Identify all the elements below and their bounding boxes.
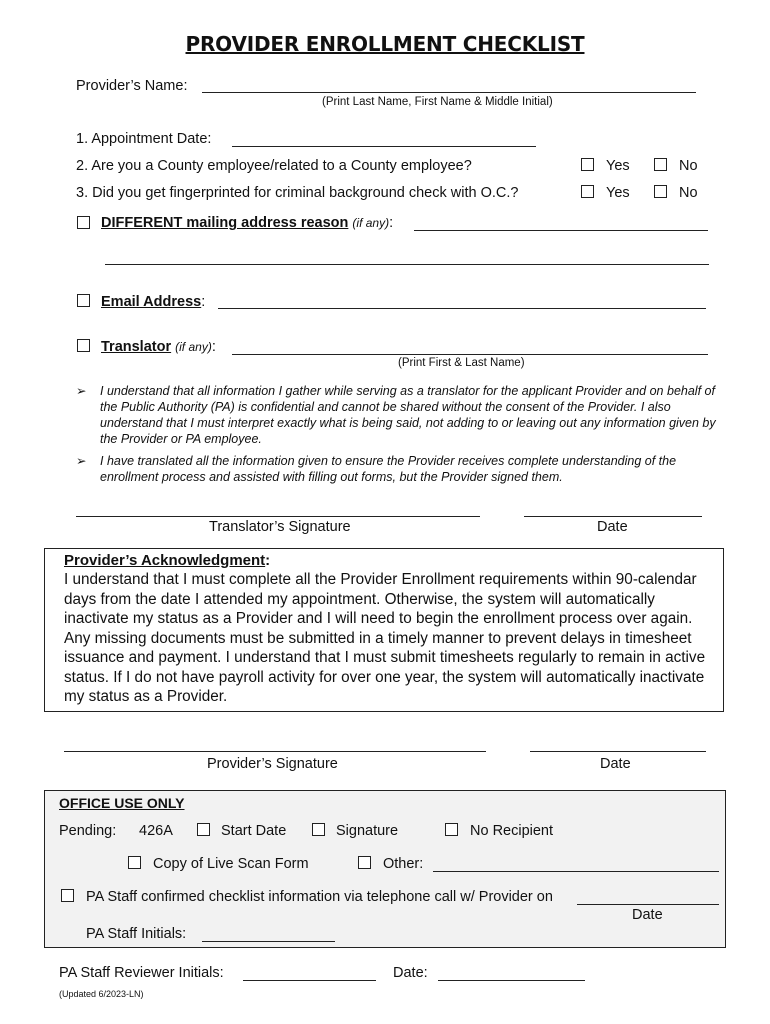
start-date-checkbox[interactable] — [197, 823, 210, 836]
acknowledgment-heading: Provider’s Acknowledgment: — [64, 552, 271, 569]
pa-confirm-label: PA Staff confirmed checklist information via telephone call w/ Provider on — [86, 889, 553, 905]
county-employee-no-label: No — [679, 158, 698, 174]
fingerprint-yes-label: Yes — [606, 185, 630, 201]
translator-statement-1: ➢ I understand that all information I gather while serving as a translator for the applicant Provider and on behalf of the Public Authority (PA) is confidential and cannot be shared without the consent of the Provider. I also understand that I must interpret exactly what is being said, not adding to or leaving out any information given by the Provider or PA employee. — [76, 384, 716, 446]
email-checkbox[interactable] — [77, 294, 90, 307]
form-426a-label: 426A — [139, 823, 173, 839]
fingerprint-no-checkbox[interactable] — [654, 185, 667, 198]
reviewer-initials-label: PA Staff Reviewer Initials: — [59, 965, 224, 981]
live-scan-checkbox[interactable] — [128, 856, 141, 869]
other-checkbox[interactable] — [358, 856, 371, 869]
pa-staff-initials-label: PA Staff Initials: — [86, 926, 187, 942]
pa-confirm-checkbox[interactable] — [61, 889, 74, 902]
mailing-address-checkbox[interactable] — [77, 216, 90, 229]
translator-name-field[interactable] — [232, 354, 708, 355]
reviewer-initials-field[interactable] — [243, 980, 376, 981]
no-recipient-checkbox[interactable] — [445, 823, 458, 836]
office-use-heading: OFFICE USE ONLY — [59, 795, 185, 811]
translator-signature-field[interactable] — [76, 516, 480, 517]
county-employee-yes-label: Yes — [606, 158, 630, 174]
updated-note: (Updated 6/2023-LN) — [59, 989, 144, 999]
translator-checkbox[interactable] — [77, 339, 90, 352]
email-field[interactable] — [218, 308, 706, 309]
translator-date-field[interactable] — [524, 516, 702, 517]
pa-confirm-date-label: Date — [632, 907, 663, 923]
provider-name-hint: (Print Last Name, First Name & Middle Initial) — [322, 96, 553, 108]
reviewer-date-label: Date: — [393, 965, 428, 981]
county-employee-yes-checkbox[interactable] — [581, 158, 594, 171]
other-field[interactable] — [433, 871, 719, 872]
reviewer-date-field[interactable] — [438, 980, 585, 981]
provider-name-label: Provider’s Name: — [76, 78, 188, 94]
start-date-label: Start Date — [221, 823, 287, 839]
provider-date-label: Date — [600, 756, 631, 772]
arrow-bullet-icon: ➢ — [76, 384, 87, 398]
fingerprint-yes-checkbox[interactable] — [581, 185, 594, 198]
translator-statement-2: ➢ I have translated all the information given to ensure the Provider receives complete understanding of the enrollment process and assisted with filling out forms, but the Provider signed them. — [76, 454, 677, 484]
fingerprint-question: 3. Did you get fingerprinted for criminal background check with O.C.? — [76, 185, 519, 201]
provider-signature-label: Provider’s Signature — [207, 756, 338, 772]
page-title: PROVIDER ENROLLMENT CHECKLIST — [185, 32, 585, 56]
translator-name-hint: (Print First & Last Name) — [398, 357, 525, 369]
translator-label: Translator (if any): — [101, 339, 216, 355]
fingerprint-no-label: No — [679, 185, 698, 201]
translator-signature-label: Translator’s Signature — [209, 519, 351, 535]
pending-label: Pending: — [59, 823, 117, 839]
provider-name-field[interactable] — [202, 92, 696, 93]
county-employee-no-checkbox[interactable] — [654, 158, 667, 171]
pa-confirm-date-field[interactable] — [577, 904, 719, 905]
live-scan-label: Copy of Live Scan Form — [153, 856, 309, 872]
appointment-date-label: 1. Appointment Date: — [76, 131, 212, 147]
pa-staff-initials-field[interactable] — [202, 941, 335, 942]
mailing-address-field-line2[interactable] — [105, 264, 709, 265]
acknowledgment-body: I understand that I must complete all the Provider Enrollment requirements within 90-calendar days from the date I attended my appointment. Otherwise, the system will automatically inactivate my status as a Provider and I will need to begin the enrollment process over again. Any missing documents must be submitted in a timely manner to prevent delays in timesheet issuance and payment. I understand that I must submit timesheets regularly to remain in active status. If I do not have payroll activity for over one year, the system will automatically inactivate my status as a Provider. — [64, 571, 706, 705]
county-employee-question: 2. Are you a County employee/related to a County employee? — [76, 158, 472, 174]
provider-date-field[interactable] — [530, 751, 706, 752]
provider-signature-field[interactable] — [64, 751, 486, 752]
email-label: Email Address: — [101, 294, 206, 310]
translator-date-label: Date — [597, 519, 628, 535]
arrow-bullet-icon: ➢ — [76, 454, 87, 468]
signature-label: Signature — [336, 823, 399, 839]
mailing-address-field[interactable] — [414, 230, 708, 231]
mailing-address-label: DIFFERENT mailing address reason (if any): — [101, 215, 394, 231]
other-label: Other: — [383, 856, 424, 872]
no-recipient-label: No Recipient — [470, 823, 554, 839]
appointment-date-field[interactable] — [232, 146, 536, 147]
signature-checkbox[interactable] — [312, 823, 325, 836]
